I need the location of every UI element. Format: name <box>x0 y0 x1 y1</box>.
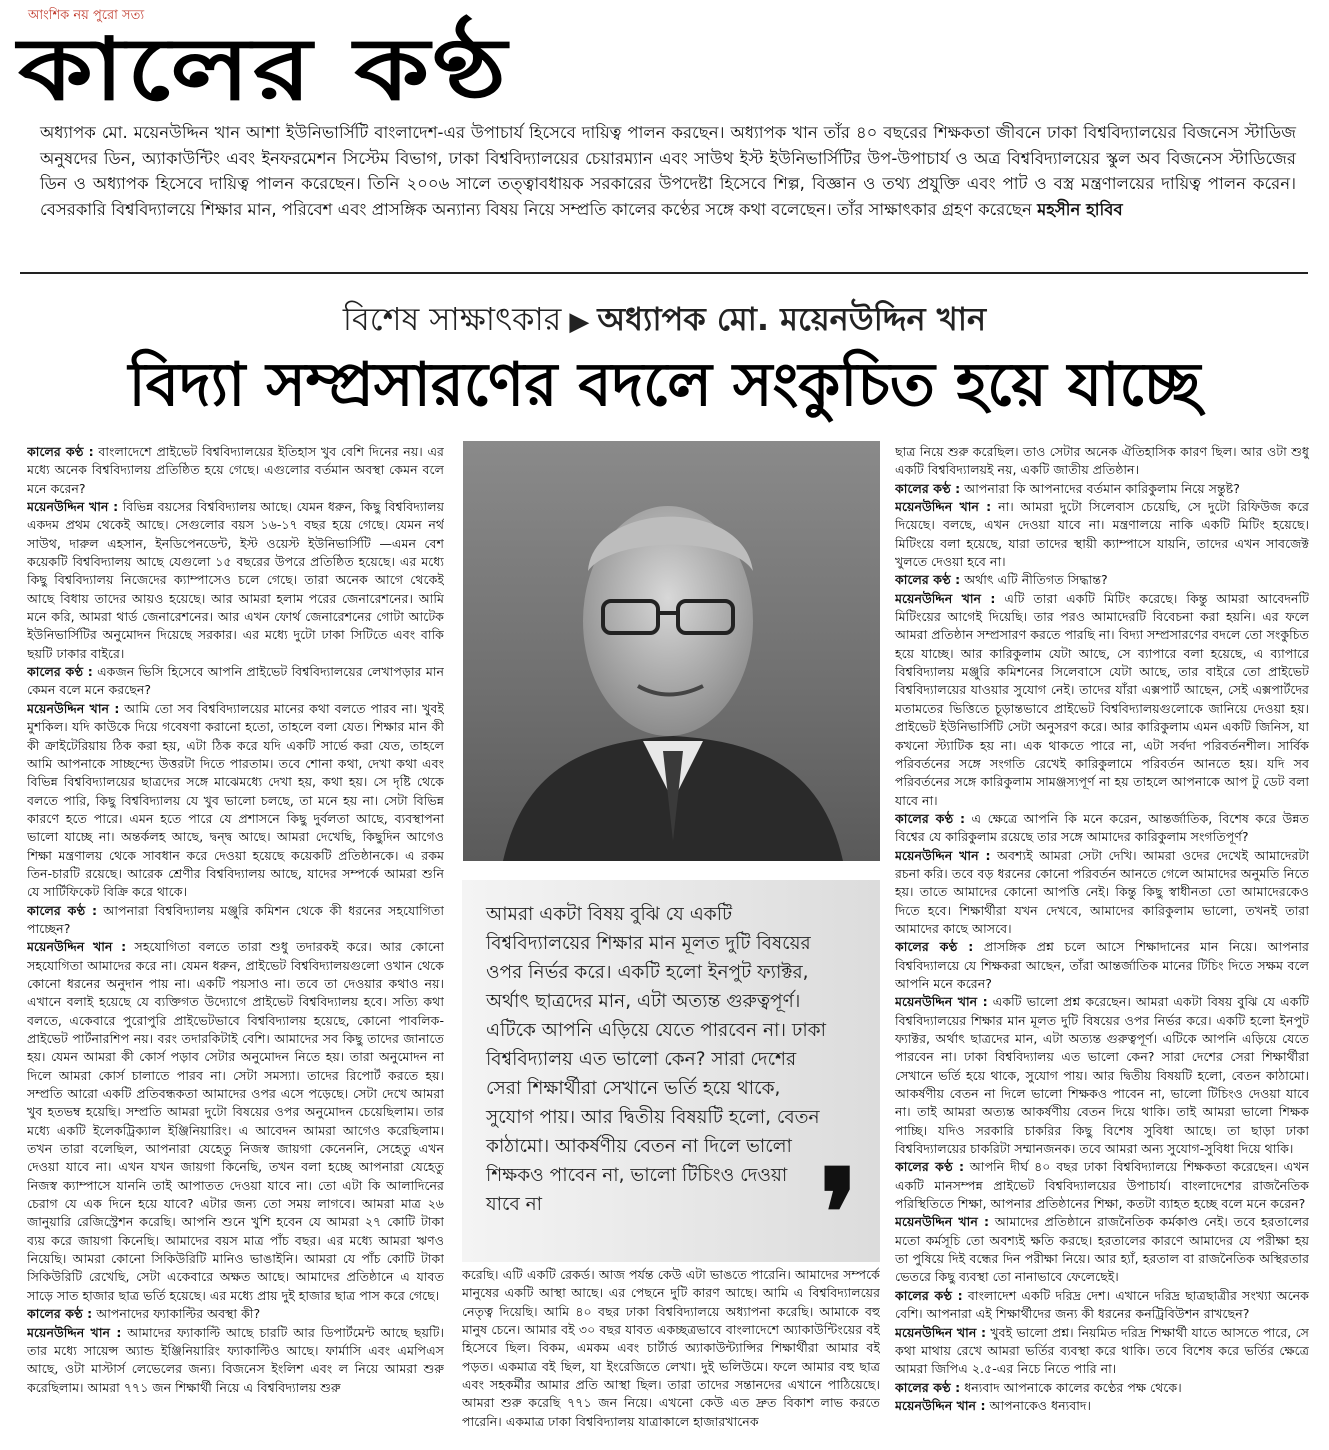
paragraph-text: অর্থাৎ এটি নীতিগত সিদ্ধান্ত? <box>960 572 1108 588</box>
paragraph-text: একটি ভালো প্রশ্ন করেছেন। আমরা একটা বিষয় বুঝি যে একটি বিশ্ববিদ্যালয়ের শিক্ষার মান মূলত দুটি বিষয়ের ওপর নির্ভর করে। একটি হলো ইনপুট ফ্যাক্টর, অর্থাৎ ছাত্রদের মান, এটা অত্যন্ত গুরুত্বপূর্ণ। এটিকে আপনি এড়িয়ে যেতে পারবেন না। ঢাকা বিশ্ববিদ্যালয় এত ভালো কেন? সারা দেশের সেরা শিক্ষার্থীরা সেখানে ভর্তি হয়ে থাকে, সুযোগ পায়। আর দ্বিতীয় বিষয়টি হলো, বেতন কাঠামো। আকর্ষণীয় বেতন না দিলে ভালো শিক্ষকও পাবেন না, ভালো টিচিংও দেওয়া যাবে না। তাই আমরা অত্যন্ত আকর্ষণীয় বেতন দিয়ে থাকি। তাই আমরা ভালো শিক্ষক পাচ্ছি। যদিও সরকারি চাকরির কিছু বিশেষ সুবিধা আছে। তা ছাড়া ঢাকা বিশ্ববিদ্যালয়ের চাকরিটা সম্মানজনক। তবে আমরা অন্য সুযোগ-সুবিধা দিয়ে থাকি। <box>895 994 1309 1157</box>
portrait-photo <box>463 441 880 861</box>
speaker-label: ময়েনউদ্দিন খান : <box>895 994 988 1010</box>
intro-paragraph <box>40 120 1296 222</box>
kicker-name: অধ্যাপক মো. ময়েনউদ্দিন খান <box>597 300 987 338</box>
paragraph-text: প্রাসঙ্গিক প্রশ্ন চলে আসে শিক্ষাদানের মান নিয়ে। আপনার বিশ্ববিদ্যালয়ে যে শিক্ষকরা আছেন, তাঁরা আন্তর্জাতিক মানের টিচিং দিতে সক্ষম বলে আপনি মনে করেন? <box>895 939 1309 991</box>
speaker-label: কালের কণ্ঠ : <box>895 480 961 496</box>
speaker-label: কালের কণ্ঠ : <box>895 1287 963 1303</box>
paragraph-text: আপনারা কি আপনাদের বর্তমান কারিকুলাম নিয়ে সন্তুষ্ট? <box>960 480 1240 496</box>
interview-paragraph <box>27 1324 444 1397</box>
interview-paragraph <box>895 810 1309 847</box>
paragraph-text: অবশ্যই আমরা সেটা দেখি। আমরা ওদের দেখেই আমাদেরটা রচনা করি। তবে বড় ধরনের কোনো পরিবর্তন আনতে গেলে আমাদের অনুমতি নিতে হয়। তাতে আমাদের কোনো আপত্তি নেই। কিন্তু কিছু স্বাধীনতা তো আমাদেরকেও দিতে হবে। শিক্ষার্থীরা যখন দেখবে, আমাদের কারিকুলাম ভালো, তখনই তারা আমাদের কাছে আসবে। <box>895 847 1309 936</box>
pull-quote <box>462 880 880 1284</box>
paragraph-text: খুবই ভালো প্রশ্ন। নিয়মিত দরিদ্র শিক্ষার্থী যাতে আসতে পারে, সে কথা মাথায় রেখে আমরা ভর্তির ব্যবস্থা করে থাকি। তবে বিশেষ করে ভর্তির ক্ষেত্রে আমরা জিপিএ ২.৫-এর নিচে নিতে পারি না। <box>895 1324 1309 1377</box>
paragraph-text: ধন্যবাদ আপনাকে কালের কণ্ঠের পক্ষ থেকে। <box>960 1379 1182 1395</box>
speaker-label: ময়েনউদ্দিন খান : <box>895 590 996 606</box>
paragraph-text: বাংলাদেশ একটি দরিদ্র দেশ। এখানে দরিদ্র ছাত্রছাত্রীর সংখ্যা অনেক বেশি। আপনারা এই শিক্ষার্থীদের জন্য কী ধরনের কনট্রিবিউশন রাখছেন? <box>895 1287 1309 1322</box>
quote-mark-icon: ❜ <box>819 1143 858 1284</box>
interview-paragraph <box>27 498 444 663</box>
paragraph-text: আমাদের ফ্যাকাল্টি আছে চারটি আর ডিপার্টমেন্ট আছে ছয়টি। তার মধ্যে সায়েন্স অ্যান্ড ইঞ্জিনিয়ারিং ফ্যাকাল্টিও আছে। ফার্মাসি এবং এমপিএস আছে, ওটা মাস্টার্স লেভেলের জন্য। বিজনেস ইংলিশ এবং ল নিয়ে আমরা শুরু করেছিলাম। আমরা ৭৭১ জন শিক্ষার্থী নিয়ে এ বিশ্ববিদ্যালয় শুরু <box>27 1324 444 1395</box>
pull-quote-text: আমরা একটা বিষয় বুঝি যে একটি বিশ্ববিদ্যালয়ের শিক্ষার মান মূলত দুটি বিষয়ের ওপর নির্ভর করে। একটি হলো ইনপুট ফ্যাক্টর, অর্থাৎ ছাত্রদের মান, এটা অত্যন্ত গুরুত্বপূর্ণ। এটিকে আপনি এড়িয়ে যেতে পারবেন না। ঢাকা বিশ্ববিদ্যালয় এত ভালো কেন? সারা দেশের সেরা শিক্ষার্থীরা সেখানে ভর্তি হয়ে থাকে, সুযোগ পায়। আর দ্বিতীয় বিষয়টি হলো, বেতন কাঠামো। আকর্ষণীয় বেতন না দিলে ভালো শিক্ষকও পাবেন না, ভালো টিচিংও দেওয়া যাবে না <box>486 904 826 1215</box>
interview-paragraph <box>895 571 1309 589</box>
paragraph-text: এটি তারা একটি মিটিং করেছে। কিন্তু আমরা আবেদনটি মিটিংয়ের আগেই দিয়েছি। তার পরও আমাদেরটি বিবেচনা করা হয়নি। এর ফলে আমরা প্রতিষ্ঠান সম্প্রসারণ করতে পারছি না। বিদ্যা সম্প্রসারণের বদলে তো সংকুচিত হয়ে যাচ্ছে। আর কারিকুলাম যেটা আছে, সে ব্যাপারে বলা হয়েছে, এ ব্যাপারে বিশ্ববিদ্যালয় মঞ্জুরি কমিশনের সিলেবাসে যেটা আছে, তার বাইরে তো প্রাইভেট বিশ্ববিদ্যালয়ের যাওয়ার সুযোগ নেই। তাদের যাঁরা এক্সপার্ট আছেন, সেই এক্সপার্টদের মতামতের ভিত্তিতে চূড়ান্তভাবে প্রাইভেট বিশ্ববিদ্যালয়গুলোকে জানিয়ে দেওয়া হয়। প্রাইভেট ইউনিভার্সিটি সেটা অনুসরণ করে। আর কারিকুলাম এমন একটি জিনিস, যা কখনো স্ট্যাটিক হয় না। এক থাকতে পারে না, এটা সর্বদা পরিবর্তনশীল। সার্বিক পরিবর্তনের সঙ্গে সংগতি রেখেই কারিকুলামে পরিবর্তন আনতে হয়। যদি সব পরিবর্তনের সঙ্গে কারিকুলাম সামঞ্জস্যপূর্ণ না হয় তাহলে আপনাকে আপ টু ডেট বলা যাবে না। <box>895 590 1309 808</box>
speaker-label: ময়েনউদ্দিন খান : <box>895 1324 987 1340</box>
article-column-middle <box>462 1266 880 1450</box>
interview-paragraph <box>895 993 1309 1158</box>
kicker <box>0 294 1329 348</box>
article-column-right <box>895 443 1309 1448</box>
speaker-label: কালের কণ্ঠ : <box>895 939 974 955</box>
interview-paragraph <box>895 443 1309 480</box>
interview-paragraph <box>27 938 444 1305</box>
speaker-label: কালের কণ্ঠ : <box>895 810 966 826</box>
interview-paragraph <box>895 480 1309 498</box>
portrait-illustration <box>463 441 880 861</box>
speaker-label: কালের কণ্ঠ : <box>27 1306 93 1322</box>
speaker-label: কালের কণ্ঠ : <box>27 902 97 918</box>
masthead-tagline: আংশিক নয় পুরো সত্য <box>28 8 145 23</box>
speaker-label: কালের কণ্ঠ : <box>27 444 94 459</box>
paragraph-text: না। আমরা দুটো সিলেবাস চেয়েছি, সে দুটো রিফিউজ করে দিয়েছে। বলছে, এখন দেওয়া যাবে না। মন্ত্রণালয়ে নাকি একটি মিটিং হয়েছে। মিটিংয়ে বলা হয়েছে, যারা তাদের স্থায়ী ক্যাম্পাসে যায়নি, তাদের এখন সাবজেক্ট খুলতে দেওয়া হবে না। <box>895 499 1309 570</box>
section-divider <box>20 272 1308 274</box>
interview-paragraph <box>895 1158 1309 1213</box>
paragraph-text: আপনারা বিশ্ববিদ্যালয় মঞ্জুরি কমিশন থেকে কী ধরনের সহযোগিতা পাচ্ছেন? <box>27 902 444 936</box>
masthead <box>18 6 509 120</box>
triangle-right-icon: ▶ <box>569 307 590 337</box>
paragraph-text: এ ক্ষেত্রে আপনি কি মনে করেন, আন্তর্জাতিক, বিশেষ করে উন্নত বিশ্বের যে কারিকুলাম রয়েছে তার সঙ্গে আমাদের কারিকুলাম সংগতিপূর্ণ? <box>895 810 1309 845</box>
interview-paragraph <box>462 1266 880 1431</box>
interview-paragraph <box>27 663 444 700</box>
paragraph-text: ছাত্র নিয়ে শুরু করেছিল। তাও সেটার অনেক ঐতিহাসিক কারণ ছিল। আর ওটা শুধু একটি বিশ্ববিদ্যালয়ই নয়, একটি জাতীয় প্রতিষ্ঠান। <box>895 444 1309 478</box>
speaker-label: ময়েনউদ্দিন খান : <box>27 939 127 955</box>
paragraph-text: সহযোগিতা বলতে তারা শুধু তদারকই করে। আর কোনো সহযোগিতা আমাদের করে না। যেমন ধরুন, প্রাইভেট বিশ্ববিদ্যালয়গুলো ওখান থেকে কোনো ধরনের অনুদান পায় না। একটি পয়সাও না। তবে তা দেওয়ার কথাও নয়। এখানে বলাই হয়েছে যে ব্যক্তিগত উদ্যোগে প্রাইভেট বিশ্ববিদ্যালয় হবে। সত্যি কথা বলতে, একেবারে পুরোপুরি প্রাইভেটভাবে বিশ্ববিদ্যালয় হয়েছে, কোনো পাবলিক-প্রাইভেট পার্টনারশিপ নয়। বরং তদারকিটাই বেশি। আমাদের সব কিছু তাদের জানাতে হয়। যেমন আমরা কী কোর্স পড়াব সেটার অনুমোদন নিতে হয়। তারা অনুমোদন না দিলে আমরা কোর্স চালাতে পারব না। সেটা সমস্যা। তাদের রিপোর্ট করতে হয়। সম্প্রতি আরো একটি প্রতিবন্ধকতা আমাদের ওপর এসে পড়েছে। সেটা দেখে আমরা খুব হতভম্ব হয়েছি। সম্প্রতি আমরা দুটো বিষয়ের ওপর অনুমোদন চেয়েছিলাম। তার মধ্যে একটি ইলেকট্রিক্যাল ইঞ্জিনিয়ারিং। এ আবেদন আমরা আগেও করেছিলাম। তখন তারা বলেছিল, আপনারা যেহেতু নিজস্ব জায়গা কেনেননি, সেহেতু এখন দেওয়া যাবে না। এখন যখন জায়গা কিনেছি, তখন বলা হচ্ছে আপনারা যেহেতু নিজস্ব ক্যাম্পাসে যাননি তাই আপাতত দেওয়া যাবে না। তো এটা কি আলাদিনের চেরাগ যে এক দিনে হয়ে যাবে? এটার জন্য তো সময় লাগবে। আমরা মাত্র ২৬ জানুয়ারি রেজিস্ট্রেশন করেছি। আপনি শুনে খুশি হবেন যে আমরা ২৭ কোটি টাকা ব্যয় করে জায়গা কিনেছি। আমাদের বয়স মাত্র পাঁচ বছর। এর মধ্যে আমরা ঋণও নিয়েছি। আমরা কোনো সিকিউরিটি মানিও ভাঙাইনি। আমরা যে পাঁচ কোটি টাকা সিকিউরিটি রেখেছি, সেটা একেবারে অক্ষত আছে। আমাদের প্রতিষ্ঠানে এ যাবত সাড়ে সাত হাজার ছাত্র ভর্তি হয়েছে। এর মধ্যে প্রায় দুই হাজার ছাত্র পাস করে গেছে। <box>27 939 444 1303</box>
speaker-label: কালের কণ্ঠ : <box>895 1379 961 1395</box>
article-column-left <box>27 443 444 1448</box>
paragraph-text: আপনাদের ফ্যাকাল্টির অবস্থা কী? <box>92 1306 261 1322</box>
interview-paragraph <box>27 700 444 902</box>
speaker-label: ময়েনউদ্দিন খান : <box>27 499 119 515</box>
paragraph-text: করেছি। এটি একটি রেকর্ড। আজ পর্যন্ত কেউ এটা ভাঙতে পারেনি। আমাদের সম্পর্কে মানুষের একটি আস্থা আছে। এর পেছনে দুটি কারণ আছে। আমি এ বিশ্ববিদ্যালয়ের নেতৃত্ব দিয়েছি। আমি ৪০ বছর ঢাকা বিশ্ববিদ্যালয়ে অধ্যাপনা করেছি। আমাকে বহু মানুষ চেনে। আমার বই ৩০ বছর যাবত একচ্ছত্রভাবে বাংলাদেশে অ্যাকাউন্টিংয়ের বই হিসেবে ছিল। বিকম, এমকম এবং চার্টার্ড অ্যাকাউন্ট্যান্সির শিক্ষার্থীরা আমার বই পড়ত। একমাত্র বই ছিল, যা ইংরেজিতে লেখা। দুই ভলিউমে। ফলে আমার বহু ছাত্র এবং সহকর্মীর আমার প্রতি আস্থা ছিল। তারা তাদের সন্তানদের এখানে পাঠিয়েছে। আমরা শুরু করেছি ৭৭১ জন নিয়ে। এখনো কেউ এত দ্রুত বিকাশ লাভ করতে পারেনি। একমাত্র ঢাকা বিশ্ববিদ্যালয় যাত্রাকালে হাজারখানেক <box>462 1267 880 1429</box>
speaker-label: ময়েনউদ্দিন খান : <box>895 1397 986 1413</box>
paragraph-text: আপনি দীর্ঘ ৪০ বছর ঢাকা বিশ্ববিদ্যালয়ে শিক্ষকতা করেছেন। এখন একটি মানসম্পন্ন প্রাইভেট বিশ্ববিদ্যালয়ের উপাচার্য। বাংলাদেশের রাজনৈতিক পরিস্থিতিতে শিক্ষা, আপনার প্রতিষ্ঠানের শিক্ষা, কতটা ব্যাহত হচ্ছে বলে মনে করেন? <box>895 1159 1309 1212</box>
paragraph-text: আমাদের প্রতিষ্ঠানে রাজনৈতিক কর্মকাণ্ড নেই। তবে হরতালের মতো কর্মসূচি তো অবশ্যই ক্ষতি করছে। হরতালের কারণে আমাদের যে পরীক্ষা হয় তা পুষিয়ে দিই বন্ধের দিন পরীক্ষা নিয়ে। আর হ্যাঁ, হরতাল বা রাজনৈতিক অস্থিরতার ভেতরে কিছু ব্যবস্থা তো নানাভাবে ফেলেছেই। <box>895 1214 1309 1285</box>
headline: বিদ্যা সম্প্রসারণের বদলে সংকুচিত হয়ে যাচ্ছে <box>128 350 1201 420</box>
speaker-label: কালের কণ্ঠ : <box>27 664 93 680</box>
interview-paragraph <box>895 1213 1309 1286</box>
interview-paragraph <box>895 590 1309 810</box>
newspaper-logo: কালের কণ্ঠ <box>18 20 509 120</box>
speaker-label: ময়েনউদ্দিন খান : <box>895 1214 990 1230</box>
paragraph-text: একজন ভিসি হিসেবে আপনি প্রাইভেট বিশ্ববিদ্যালয়ের লেখাপড়ার মান কেমন বলে মনে করছেন? <box>27 664 444 698</box>
speaker-label: ময়েনউদ্দিন খান : <box>895 847 991 863</box>
interview-paragraph <box>895 1379 1309 1397</box>
speaker-label: কালের কণ্ঠ : <box>895 1159 964 1175</box>
interview-paragraph <box>27 443 444 498</box>
interviewer-name: মহসীন হাবিব <box>1037 199 1123 219</box>
speaker-label: কালের কণ্ঠ : <box>895 572 961 588</box>
interview-paragraph <box>27 1305 444 1323</box>
paragraph-text: বাংলাদেশে প্রাইভেট বিশ্ববিদ্যালয়ের ইতিহাস খুব বেশি দিনের নয়। এর মধ্যে অনেক বিশ্ববিদ্যালয় প্রতিষ্ঠিত হয়ে গেছে। এগুলোর বর্তমান অবস্থা কেমন বলে মনে করেন? <box>27 444 444 496</box>
paragraph-text: আমি তো সব বিশ্ববিদ্যালয়ের মানের কথা বলতে পারব না। খুবই মুশকিল। যদি কাউকে দিয়ে গবেষণা করানো হতো, তাহলে বলা যেত। শিক্ষার মান কী কী ক্রাইটেরিয়ায় ঠিক করা হয়, এটা ঠিক করে যদি একটি সার্ভে করা যেত, তাহলে আমি আপনাকে সাচ্ছন্দ্যে উত্তরটা দিতে পারতাম। তবে শোনা কথা, দেখা কথা এবং বিভিন্ন বিশ্ববিদ্যালয়ের ছাত্রদের সঙ্গে মাঝেমধ্যে দেখা হয়, কথা হয়। সে দৃষ্টি থেকে বলতে পারি, কিছু বিশ্ববিদ্যালয় যে খুব ভালো চলছে, তা মনে হয় না। সেটা বিভিন্ন কারণে হতে পারে। এমন হতে পারে যে প্রশাসনে কিছু দুর্বলতা আছে, ব্যবস্থাপনা ভালো যাচ্ছে না। অন্তর্কলহ আছে, দ্বন্দ্ব আছে। আমরা দেখেছি, কিছুদিন আগেও শিক্ষা মন্ত্রণালয় থেকে সাবধান করে দেওয়া হয়েছে কয়েকটি প্রতিষ্ঠানকে। এ রকম তিন-চারটি রয়েছে। আরেক শ্রেণীর বিশ্ববিদ্যালয় আছে, যাদের সম্পর্কে আমরা শুনি যে সার্টিফিকেট বিক্রি করে থাকে। <box>27 700 444 900</box>
speaker-label: ময়েনউদ্দিন খান : <box>27 700 120 716</box>
speaker-label: ময়েনউদ্দিন খান : <box>895 499 992 515</box>
interview-paragraph <box>895 498 1309 571</box>
interview-paragraph <box>895 1287 1309 1324</box>
intro-text: অধ্যাপক মো. ময়েনউদ্দিন খান আশা ইউনিভার্সিটি বাংলাদেশ-এর উপাচার্য হিসেবে দায়িত্ব পালন করছেন। অধ্যাপক খান তাঁর ৪০ বছরের শিক্ষকতা জীবনে ঢাকা বিশ্ববিদ্যালয়ের বিজনেস স্টাডিজ অনুষদের ডিন, অ্যাকাউন্টিং এবং ইনফরমেশন সিস্টেম বিভাগ, ঢাকা বিশ্ববিদ্যালয়ের চেয়ারম্যান এবং সাউথ ইস্ট ইউনিভার্সিটির উপ-উপাচার্য ও অত্র বিশ্ববিদ্যালয়ের স্কুল অব বিজনেস স্টাডিজের ডিন ও অধ্যাপক হিসেবে দায়িত্ব পালন করেছেন। তিনি ২০০৬ সালে তত্ত্বাবধায়ক সরকারের উপদেষ্টা হিসেবে শিল্প, বিজ্ঞান ও তথ্য প্রযুক্তি এবং পাট ও বস্ত্র মন্ত্রণালয়ের দায়িত্ব পালন করেন। বেসরকারি বিশ্ববিদ্যালয়ে শিক্ষার মান, পরিবেশ এবং প্রাসঙ্গিক অন্যান্য বিষয় নিয়ে সম্প্রতি কালের কণ্ঠের সঙ্গে কথা বলেছেন। তাঁর সাক্ষাৎকার গ্রহণ করেছেন <box>40 123 1296 219</box>
interview-paragraph <box>895 1397 1309 1415</box>
interview-paragraph <box>895 1324 1309 1379</box>
interview-paragraph <box>895 847 1309 939</box>
paragraph-text: বিভিন্ন বয়সের বিশ্ববিদ্যালয় আছে। যেমন ধরুন, কিছু বিশ্ববিদ্যালয় একদম প্রথম থেকেই আছে। সেগুলোর বয়স ১৬-১৭ বছর হয়ে গেছে। যেমন নর্থ সাউথ, দারুল এহসান, ইনডিপেনডেন্ট, ইস্ট ওয়েস্ট ইউনিভার্সিটি —এমন বেশ কয়েকটি বিশ্ববিদ্যালয় আছে যেগুলো ১৫ বছরের উপরে প্রতিষ্ঠিত হয়েছে। এর মধ্যে কিছু বিশ্ববিদ্যালয় নিজেদের ক্যাম্পাসেও চলে গেছে। তারা অনেক আগে থেকেই আছে বিধায় তাদের আয়ও হয়েছে। আর আমরা হলাম পরের জেনারেশনের। আমি মনে করি, আমরা থার্ড জেনারেশনের। আর এখন ফোর্থ জেনারেশনের গোটা আটেক ইউনিভার্সিটির অনুমোদন দিয়েছে সরকার। এর মধ্যে দুটো ঢাকা সিটিতে এবং বাকি ছয়টি ঢাকার বাইরে। <box>27 499 444 661</box>
paragraph-text: আপনাকেও ধন্যবাদ। <box>985 1397 1092 1413</box>
kicker-label: বিশেষ সাক্ষাৎকার <box>342 300 562 338</box>
speaker-label: ময়েনউদ্দিন খান : <box>27 1324 122 1340</box>
interview-paragraph <box>895 938 1309 993</box>
interview-paragraph <box>27 902 444 939</box>
